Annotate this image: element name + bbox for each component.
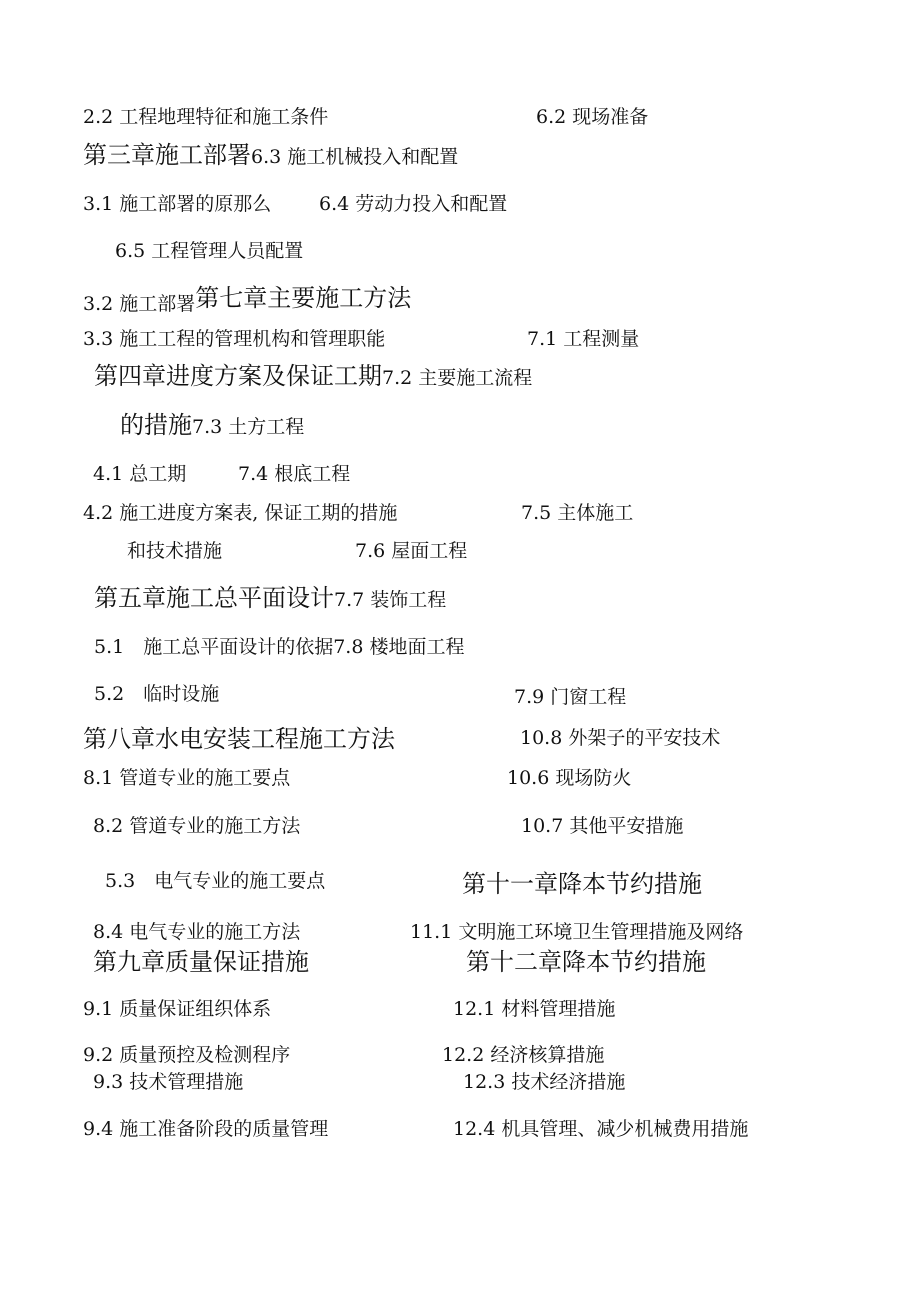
toc-entry-4-2: 4.2 施工进度方案表, 保证工期的措施	[83, 502, 398, 524]
toc-entry-12-4: 12.4 机具管理、减少机械费用措施	[453, 1118, 749, 1140]
toc-entry-5-3: 5.3 电气专业的施工要点	[105, 870, 326, 892]
toc-entry-7-5: 7.5 主体施工	[521, 502, 634, 524]
toc-entry-10-6: 10.6 现场防火	[507, 767, 632, 789]
toc-entry-7-8: 7.8 楼地面工程	[333, 636, 465, 658]
toc-entry-chapter-11: 第十一章降本节约措施	[462, 870, 702, 898]
toc-entry-5-1	[94, 638, 464, 657]
chapter-4-title-cont: 的措施	[120, 411, 192, 439]
toc-entry-9-3: 9.3 技术管理措施	[93, 1071, 244, 1093]
toc-entry-7-9: 7.9 门窗工程	[514, 686, 627, 708]
toc-entry-chapter-12: 第十二章降本节约措施	[466, 948, 706, 976]
toc-entry-5-2: 5.2 临时设施	[94, 683, 220, 705]
toc-entry-9-1: 9.1 质量保证组织体系	[83, 998, 272, 1020]
toc-entry-12-2: 12.2 经济核算措施	[442, 1044, 605, 1066]
toc-entry-8-2: 8.2 管道专业的施工方法	[93, 815, 301, 837]
chapter-3-title: 第三章施工部署	[83, 141, 251, 169]
toc-entry-7-4: 7.4 根底工程	[238, 463, 351, 485]
toc-entry-9-2: 9.2 质量预控及检测程序	[83, 1044, 291, 1066]
toc-entry-12-3: 12.3 技术经济措施	[463, 1071, 626, 1093]
toc-entry-4-1: 4.1 总工期	[93, 463, 187, 485]
toc-entry-3-2-label: 3.2 施工部署	[83, 293, 196, 315]
toc-entry-9-4: 9.4 施工准备阶段的质量管理	[83, 1118, 329, 1140]
chapter-4-title: 第四章进度方案及保证工期	[94, 362, 382, 390]
toc-entry-3-2	[83, 284, 412, 315]
toc-entry-5-1-label: 5.1 施工总平面设计的依据	[94, 636, 334, 658]
toc-entry-10-8: 10.8 外架子的平安技术	[520, 727, 721, 749]
toc-entry-chapter-4-cont	[120, 413, 304, 437]
toc-entry-7-6: 7.6 屋面工程	[355, 540, 468, 562]
toc-entry-chapter-3	[83, 143, 458, 167]
toc-entry-7-1: 7.1 工程测量	[527, 328, 640, 350]
chapter-7-title: 第七章主要施工方法	[195, 284, 412, 312]
toc-entry-11-1: 11.1 文明施工环境卫生管理措施及网络	[410, 921, 744, 943]
toc-entry-6-3: 6.3 施工机械投入和配置	[251, 146, 459, 168]
toc-entry-chapter-8: 第八章水电安装工程施工方法	[83, 725, 395, 753]
toc-entry-7-2: 7.2 主要施工流程	[382, 367, 533, 389]
toc-entry-chapter-9: 第九章质量保证措施	[93, 948, 309, 976]
toc-entry-7-7: 7.7 装饰工程	[334, 589, 447, 611]
chapter-5-title: 第五章施工总平面设计	[94, 584, 334, 612]
toc-entry-4-2-cont: 和技术措施	[127, 540, 223, 562]
toc-entry-3-3: 3.3 施工工程的管理机构和管理职能	[83, 328, 386, 350]
toc-entry-7-3: 7.3 土方工程	[192, 416, 305, 438]
toc-entry-6-2: 6.2 现场准备	[536, 106, 649, 128]
toc-entry-chapter-5	[94, 586, 446, 610]
toc-entry-3-1: 3.1 施工部署的原那么	[83, 193, 272, 215]
toc-entry-2-2: 2.2 工程地理特征和施工条件	[83, 106, 329, 128]
toc-entry-10-7: 10.7 其他平安措施	[521, 815, 684, 837]
toc-entry-8-1: 8.1 管道专业的施工要点	[83, 767, 291, 789]
toc-entry-6-5: 6.5 工程管理人员配置	[115, 240, 304, 262]
toc-entry-6-4: 6.4 劳动力投入和配置	[319, 193, 508, 215]
toc-entry-chapter-4	[94, 364, 532, 388]
toc-entry-12-1: 12.1 材料管理措施	[453, 998, 616, 1020]
toc-entry-8-4: 8.4 电气专业的施工方法	[93, 921, 301, 943]
